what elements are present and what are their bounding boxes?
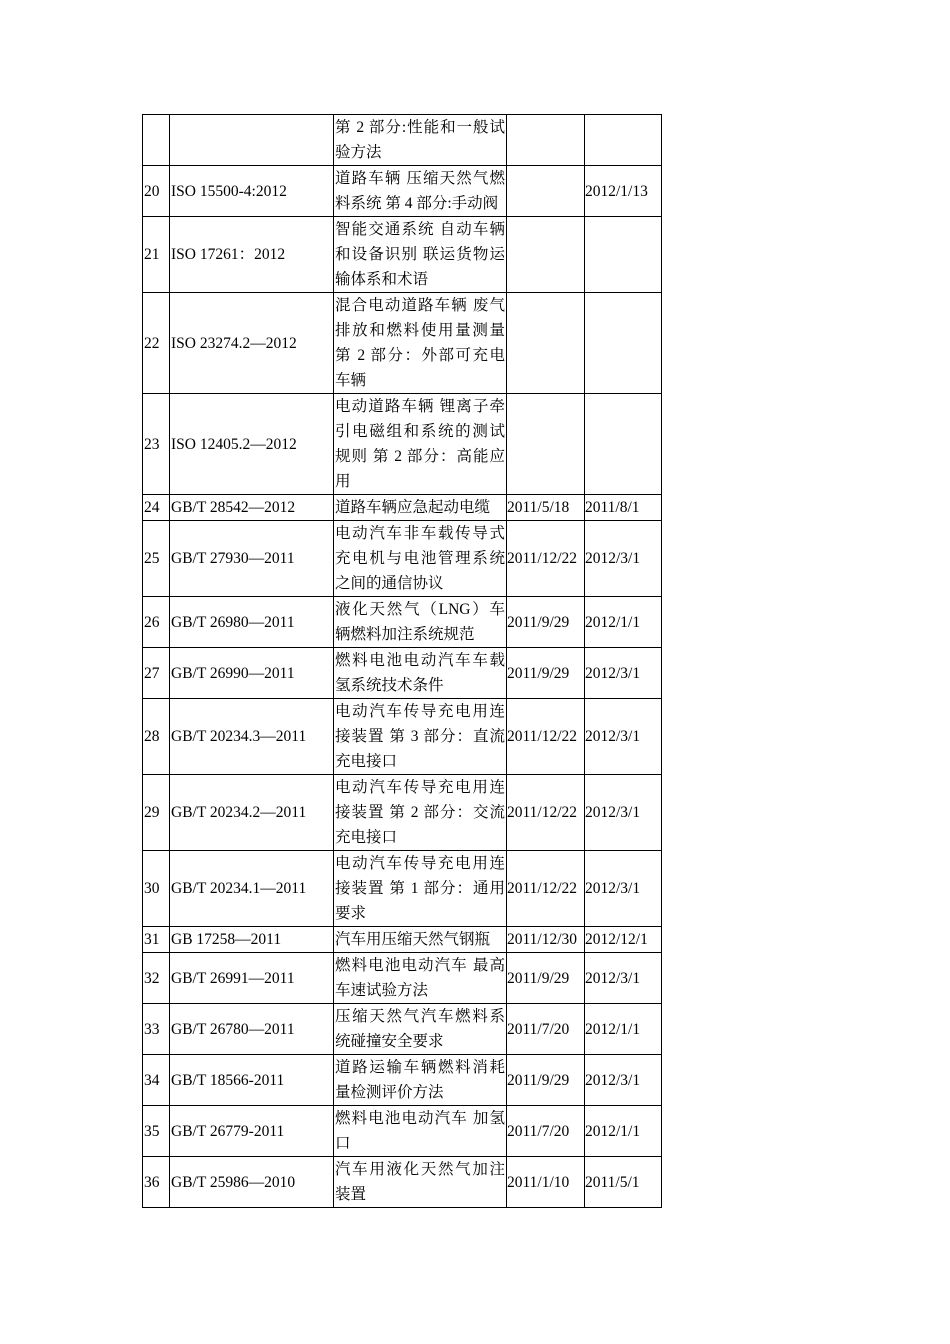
standard-name-cell: 智能交通系统 自动车辆和设备识别 联运货物运输体系和术语 bbox=[334, 217, 507, 293]
issue-date-cell: 2011/9/29 bbox=[507, 597, 585, 648]
table-row bbox=[143, 1157, 662, 1208]
issue-date-cell: 2011/9/29 bbox=[507, 953, 585, 1004]
issue-date-cell bbox=[507, 115, 585, 166]
effective-date-cell: 2012/3/1 bbox=[585, 953, 662, 1004]
effective-date-cell bbox=[585, 115, 662, 166]
standard-code-cell: GB/T 28542—2012 bbox=[170, 495, 334, 521]
row-number-cell: 22 bbox=[143, 293, 170, 394]
effective-date-cell: 2012/1/1 bbox=[585, 1004, 662, 1055]
table-row bbox=[143, 1055, 662, 1106]
issue-date-cell bbox=[507, 217, 585, 293]
table-row bbox=[143, 495, 662, 521]
standard-code-cell: GB/T 25986—2010 bbox=[170, 1157, 334, 1208]
standard-code-cell: GB/T 20234.1—2011 bbox=[170, 851, 334, 927]
standard-code-cell bbox=[170, 115, 334, 166]
table-row bbox=[143, 166, 662, 217]
standard-code-cell: GB/T 26980—2011 bbox=[170, 597, 334, 648]
standard-name-cell: 第 2 部分:性能和一般试验方法 bbox=[334, 115, 507, 166]
issue-date-cell: 2011/9/29 bbox=[507, 1055, 585, 1106]
issue-date-cell bbox=[507, 394, 585, 495]
table-row bbox=[143, 699, 662, 775]
standard-name-cell: 压缩天然气汽车燃料系统碰撞安全要求 bbox=[334, 1004, 507, 1055]
issue-date-cell: 2011/5/18 bbox=[507, 495, 585, 521]
effective-date-cell: 2012/1/1 bbox=[585, 1106, 662, 1157]
effective-date-cell: 2012/1/1 bbox=[585, 597, 662, 648]
standard-code-cell: GB/T 20234.2—2011 bbox=[170, 775, 334, 851]
standard-name-cell: 道路车辆 压缩天然气燃料系统 第 4 部分:手动阀 bbox=[334, 166, 507, 217]
row-number-cell: 35 bbox=[143, 1106, 170, 1157]
table-row bbox=[143, 597, 662, 648]
effective-date-cell: 2012/3/1 bbox=[585, 775, 662, 851]
effective-date-cell: 2012/3/1 bbox=[585, 699, 662, 775]
row-number-cell: 23 bbox=[143, 394, 170, 495]
effective-date-cell: 2012/3/1 bbox=[585, 521, 662, 597]
standard-name-cell: 液化天然气（LNG）车辆燃料加注系统规范 bbox=[334, 597, 507, 648]
effective-date-cell bbox=[585, 394, 662, 495]
standards-table-body bbox=[143, 115, 662, 1208]
standard-name-cell: 电动汽车传导充电用连接装置 第 1 部分：通用要求 bbox=[334, 851, 507, 927]
standard-name-cell: 电动汽车传导充电用连接装置 第 3 部分：直流充电接口 bbox=[334, 699, 507, 775]
row-number-cell: 32 bbox=[143, 953, 170, 1004]
effective-date-cell: 2012/1/13 bbox=[585, 166, 662, 217]
row-number-cell: 28 bbox=[143, 699, 170, 775]
standard-code-cell: GB/T 27930—2011 bbox=[170, 521, 334, 597]
standard-code-cell: GB/T 26780—2011 bbox=[170, 1004, 334, 1055]
table-row bbox=[143, 953, 662, 1004]
table-row bbox=[143, 1004, 662, 1055]
row-number-cell: 25 bbox=[143, 521, 170, 597]
standard-name-cell: 道路车辆应急起动电缆 bbox=[334, 495, 507, 521]
standard-code-cell: GB/T 20234.3—2011 bbox=[170, 699, 334, 775]
standard-name-cell: 燃料电池电动汽车车载氢系统技术条件 bbox=[334, 648, 507, 699]
table-row bbox=[143, 394, 662, 495]
effective-date-cell bbox=[585, 217, 662, 293]
effective-date-cell: 2012/3/1 bbox=[585, 851, 662, 927]
effective-date-cell bbox=[585, 293, 662, 394]
effective-date-cell: 2012/3/1 bbox=[585, 1055, 662, 1106]
issue-date-cell: 2011/12/30 bbox=[507, 927, 585, 953]
table-row bbox=[143, 115, 662, 166]
issue-date-cell: 2011/9/29 bbox=[507, 648, 585, 699]
issue-date-cell bbox=[507, 293, 585, 394]
table-row bbox=[143, 927, 662, 953]
row-number-cell: 29 bbox=[143, 775, 170, 851]
effective-date-cell: 2011/5/1 bbox=[585, 1157, 662, 1208]
row-number-cell bbox=[143, 115, 170, 166]
row-number-cell: 31 bbox=[143, 927, 170, 953]
row-number-cell: 36 bbox=[143, 1157, 170, 1208]
issue-date-cell: 2011/12/22 bbox=[507, 699, 585, 775]
table-row bbox=[143, 217, 662, 293]
standard-name-cell: 燃料电池电动汽车 最高车速试验方法 bbox=[334, 953, 507, 1004]
table-row bbox=[143, 293, 662, 394]
effective-date-cell: 2011/8/1 bbox=[585, 495, 662, 521]
table-row bbox=[143, 851, 662, 927]
row-number-cell: 26 bbox=[143, 597, 170, 648]
row-number-cell: 24 bbox=[143, 495, 170, 521]
issue-date-cell: 2011/12/22 bbox=[507, 521, 585, 597]
standard-code-cell: ISO 15500-4:2012 bbox=[170, 166, 334, 217]
issue-date-cell: 2011/12/22 bbox=[507, 851, 585, 927]
row-number-cell: 34 bbox=[143, 1055, 170, 1106]
standard-name-cell: 汽车用液化天然气加注装置 bbox=[334, 1157, 507, 1208]
effective-date-cell: 2012/12/1 bbox=[585, 927, 662, 953]
standard-code-cell: GB/T 26991—2011 bbox=[170, 953, 334, 1004]
issue-date-cell bbox=[507, 166, 585, 217]
row-number-cell: 20 bbox=[143, 166, 170, 217]
standard-name-cell: 道路运输车辆燃料消耗量检测评价方法 bbox=[334, 1055, 507, 1106]
row-number-cell: 33 bbox=[143, 1004, 170, 1055]
standard-code-cell: GB/T 18566-2011 bbox=[170, 1055, 334, 1106]
issue-date-cell: 2011/12/22 bbox=[507, 775, 585, 851]
standard-name-cell: 汽车用压缩天然气钢瓶 bbox=[334, 927, 507, 953]
table-row bbox=[143, 521, 662, 597]
standard-code-cell: GB/T 26779-2011 bbox=[170, 1106, 334, 1157]
table-row bbox=[143, 1106, 662, 1157]
issue-date-cell: 2011/7/20 bbox=[507, 1106, 585, 1157]
row-number-cell: 21 bbox=[143, 217, 170, 293]
row-number-cell: 27 bbox=[143, 648, 170, 699]
standard-code-cell: ISO 17261：2012 bbox=[170, 217, 334, 293]
table-row bbox=[143, 775, 662, 851]
standards-table bbox=[142, 114, 662, 1208]
standard-name-cell: 电动道路车辆 锂离子牵引电磁组和系统的测试规则 第 2 部分：高能应用 bbox=[334, 394, 507, 495]
row-number-cell: 30 bbox=[143, 851, 170, 927]
standard-name-cell: 电动汽车传导充电用连接装置 第 2 部分：交流充电接口 bbox=[334, 775, 507, 851]
effective-date-cell: 2012/3/1 bbox=[585, 648, 662, 699]
issue-date-cell: 2011/1/10 bbox=[507, 1157, 585, 1208]
issue-date-cell: 2011/7/20 bbox=[507, 1004, 585, 1055]
standard-code-cell: GB/T 26990—2011 bbox=[170, 648, 334, 699]
standard-name-cell: 燃料电池电动汽车 加氢口 bbox=[334, 1106, 507, 1157]
standard-name-cell: 电动汽车非车载传导式充电机与电池管理系统之间的通信协议 bbox=[334, 521, 507, 597]
standard-code-cell: GB 17258—2011 bbox=[170, 927, 334, 953]
standard-name-cell: 混合电动道路车辆 废气排放和燃料使用量测量 第 2 部分：外部可充电车辆 bbox=[334, 293, 507, 394]
table-row bbox=[143, 648, 662, 699]
standard-code-cell: ISO 23274.2—2012 bbox=[170, 293, 334, 394]
standard-code-cell: ISO 12405.2—2012 bbox=[170, 394, 334, 495]
